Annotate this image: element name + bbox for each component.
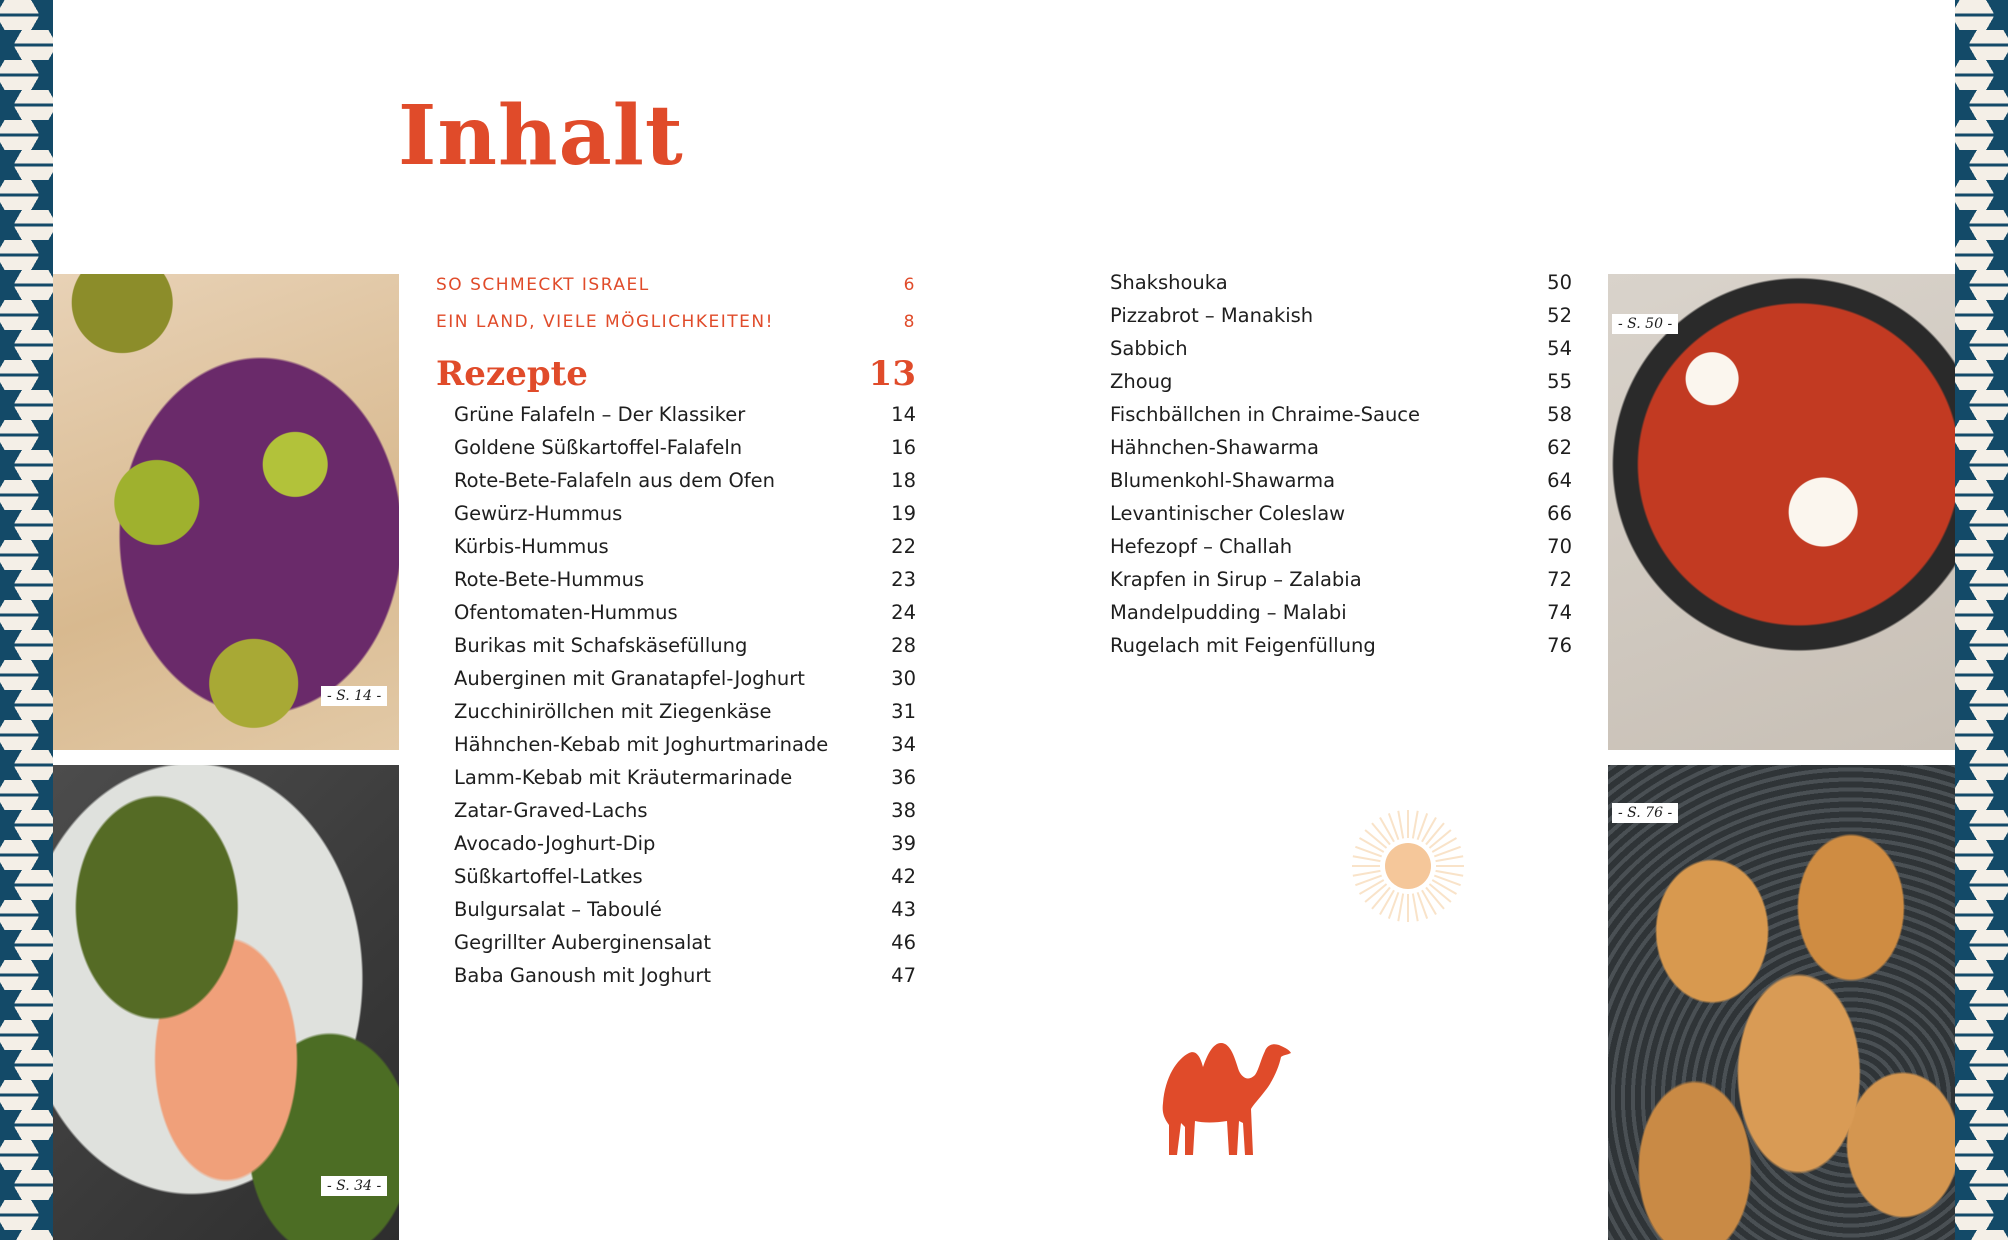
toc-entry-page: 22 bbox=[891, 535, 916, 558]
toc-entry-label: Goldene Süßkartoffel-Falafeln bbox=[454, 436, 743, 459]
toc-entry[interactable] bbox=[1110, 629, 1572, 662]
toc-entry-label: Hefezopf – Challah bbox=[1110, 535, 1293, 558]
toc-entry-label: Kürbis-Hummus bbox=[454, 535, 609, 558]
toc-entry[interactable] bbox=[454, 530, 916, 563]
toc-entry-label: Zucchiniröllchen mit Ziegenkäse bbox=[454, 700, 772, 723]
photo-shakshouka bbox=[1608, 274, 1955, 750]
toc-entry[interactable] bbox=[454, 695, 916, 728]
toc-entry-page: 39 bbox=[891, 832, 916, 855]
toc-intro-label: EIN LAND, VIELE MÖGLICHKEITEN! bbox=[436, 312, 774, 332]
toc-entry-label: Hähnchen-Kebab mit Joghurtmarinade bbox=[454, 733, 829, 756]
toc-entry-page: 19 bbox=[891, 502, 916, 525]
toc-entry[interactable] bbox=[454, 431, 916, 464]
toc-entry[interactable] bbox=[1110, 563, 1572, 596]
toc-entry[interactable] bbox=[454, 827, 916, 860]
toc-entry[interactable] bbox=[454, 596, 916, 629]
toc-entry-page: 47 bbox=[891, 964, 916, 987]
section-page: 13 bbox=[868, 354, 916, 394]
toc-entry[interactable] bbox=[454, 794, 916, 827]
toc-entry-label: Grüne Falafeln – Der Klassiker bbox=[454, 403, 746, 426]
toc-entry[interactable] bbox=[454, 662, 916, 695]
toc-entry-page: 14 bbox=[891, 403, 916, 426]
toc-section-heading[interactable] bbox=[436, 354, 916, 398]
toc-entry-label: Sabbich bbox=[1110, 337, 1188, 360]
toc-entry-page: 55 bbox=[1547, 370, 1572, 393]
toc-entry-page: 24 bbox=[891, 601, 916, 624]
toc-entry-label: Fischbällchen in Chraime-Sauce bbox=[1110, 403, 1421, 426]
toc-entry[interactable] bbox=[1110, 299, 1572, 332]
toc-entry-label: Gegrillter Auberginensalat bbox=[454, 931, 711, 954]
right-pattern-border bbox=[1955, 0, 2008, 1240]
toc-entry-label: Krapfen in Sirup – Zalabia bbox=[1110, 568, 1362, 591]
toc-entry-page: 46 bbox=[891, 931, 916, 954]
photo-rugelach bbox=[1608, 765, 1955, 1240]
toc-intro-item[interactable] bbox=[436, 272, 916, 309]
toc-entry-label: Süßkartoffel-Latkes bbox=[454, 865, 643, 888]
photo-kebab bbox=[53, 765, 399, 1240]
toc-entry-page: 58 bbox=[1547, 403, 1572, 426]
toc-entry-label: Gewürz-Hummus bbox=[454, 502, 623, 525]
toc-entry[interactable] bbox=[1110, 596, 1572, 629]
toc-right-entries bbox=[1110, 266, 1572, 662]
toc-entry[interactable] bbox=[454, 728, 916, 761]
toc-entry-label: Zatar-Graved-Lachs bbox=[454, 799, 648, 822]
toc-entry-label: Lamm-Kebab mit Kräutermarinade bbox=[454, 766, 793, 789]
toc-entry-page: 31 bbox=[891, 700, 916, 723]
toc-entry[interactable] bbox=[1110, 266, 1572, 299]
toc-entry-page: 28 bbox=[891, 634, 916, 657]
photo-page-tag: - S. 76 - bbox=[1612, 803, 1678, 823]
toc-intro-page: 6 bbox=[903, 275, 916, 295]
toc-entry-label: Baba Ganoush mit Joghurt bbox=[454, 964, 711, 987]
toc-intro-label: SO SCHMECKT ISRAEL bbox=[436, 275, 650, 295]
toc-entry-page: 64 bbox=[1547, 469, 1572, 492]
toc-entry[interactable] bbox=[454, 926, 916, 959]
toc-entry[interactable] bbox=[454, 860, 916, 893]
toc-entry-label: Zhoug bbox=[1110, 370, 1173, 393]
toc-entry-label: Rote-Bete-Falafeln aus dem Ofen bbox=[454, 469, 776, 492]
section-label: Rezepte bbox=[436, 354, 588, 394]
photo-page-tag: - S. 14 - bbox=[321, 686, 387, 706]
toc-entry-label: Pizzabrot – Manakish bbox=[1110, 304, 1314, 327]
photo-page-tag: - S. 34 - bbox=[321, 1176, 387, 1196]
toc-entry[interactable] bbox=[1110, 530, 1572, 563]
toc-entry-page: 62 bbox=[1547, 436, 1572, 459]
toc-entry-label: Blumenkohl-Shawarma bbox=[1110, 469, 1336, 492]
toc-entry-label: Burikas mit Schafskäsefüllung bbox=[454, 634, 748, 657]
toc-entry[interactable] bbox=[454, 497, 916, 530]
toc-entry[interactable] bbox=[1110, 497, 1572, 530]
toc-entry-label: Bulgursalat – Taboulé bbox=[454, 898, 662, 921]
toc-entry[interactable] bbox=[1110, 431, 1572, 464]
toc-entry-page: 16 bbox=[891, 436, 916, 459]
toc-intro-page: 8 bbox=[903, 312, 916, 332]
toc-entry[interactable] bbox=[454, 893, 916, 926]
toc-entry-page: 34 bbox=[891, 733, 916, 756]
toc-entry-page: 72 bbox=[1547, 568, 1572, 591]
toc-entry-page: 54 bbox=[1547, 337, 1572, 360]
toc-entry[interactable] bbox=[454, 629, 916, 662]
toc-entry-label: Hähnchen-Shawarma bbox=[1110, 436, 1320, 459]
toc-entry[interactable] bbox=[1110, 464, 1572, 497]
toc-entry-page: 23 bbox=[891, 568, 916, 591]
toc-entry[interactable] bbox=[454, 563, 916, 596]
toc-entry-page: 38 bbox=[891, 799, 916, 822]
toc-entry-page: 30 bbox=[891, 667, 916, 690]
toc-entry-page: 74 bbox=[1547, 601, 1572, 624]
toc-entry-label: Auberginen mit Granatapfel-Joghurt bbox=[454, 667, 805, 690]
photo-falafel bbox=[53, 274, 399, 750]
toc-entry-label: Shakshouka bbox=[1110, 271, 1228, 294]
toc-entry-page: 42 bbox=[891, 865, 916, 888]
toc-entry[interactable] bbox=[454, 761, 916, 794]
toc-entry-label: Avocado-Joghurt-Dip bbox=[454, 832, 656, 855]
toc-entry-page: 52 bbox=[1547, 304, 1572, 327]
sun-icon bbox=[1350, 808, 1466, 924]
toc-entry-label: Levantinischer Coleslaw bbox=[1110, 502, 1346, 525]
toc-entry[interactable] bbox=[1110, 332, 1572, 365]
toc-entry[interactable] bbox=[454, 959, 916, 992]
toc-entry-label: Rugelach mit Feigenfüllung bbox=[1110, 634, 1376, 657]
toc-entry-label: Mandelpudding – Malabi bbox=[1110, 601, 1347, 624]
toc-entry-page: 76 bbox=[1547, 634, 1572, 657]
toc-entry-page: 70 bbox=[1547, 535, 1572, 558]
toc-entry-page: 66 bbox=[1547, 502, 1572, 525]
toc-entry[interactable] bbox=[1110, 398, 1572, 431]
photo-page-tag: - S. 50 - bbox=[1612, 314, 1678, 334]
toc-entry[interactable] bbox=[454, 464, 916, 497]
toc-left-entries bbox=[436, 398, 916, 992]
toc-entry-page: 36 bbox=[891, 766, 916, 789]
toc-entry[interactable] bbox=[454, 398, 916, 431]
toc-left-column bbox=[436, 272, 916, 992]
camel-icon bbox=[1155, 1025, 1295, 1155]
page-title: Inhalt bbox=[398, 88, 684, 184]
toc-entry-label: Ofentomaten-Hummus bbox=[454, 601, 678, 624]
toc-entry-label: Rote-Bete-Hummus bbox=[454, 568, 645, 591]
toc-intro-item[interactable] bbox=[436, 309, 916, 346]
toc-right-column bbox=[1110, 266, 1572, 662]
left-pattern-border bbox=[0, 0, 53, 1240]
toc-entry-page: 18 bbox=[891, 469, 916, 492]
toc-entry-page: 50 bbox=[1547, 271, 1572, 294]
toc-entry-page: 43 bbox=[891, 898, 916, 921]
toc-entry[interactable] bbox=[1110, 365, 1572, 398]
